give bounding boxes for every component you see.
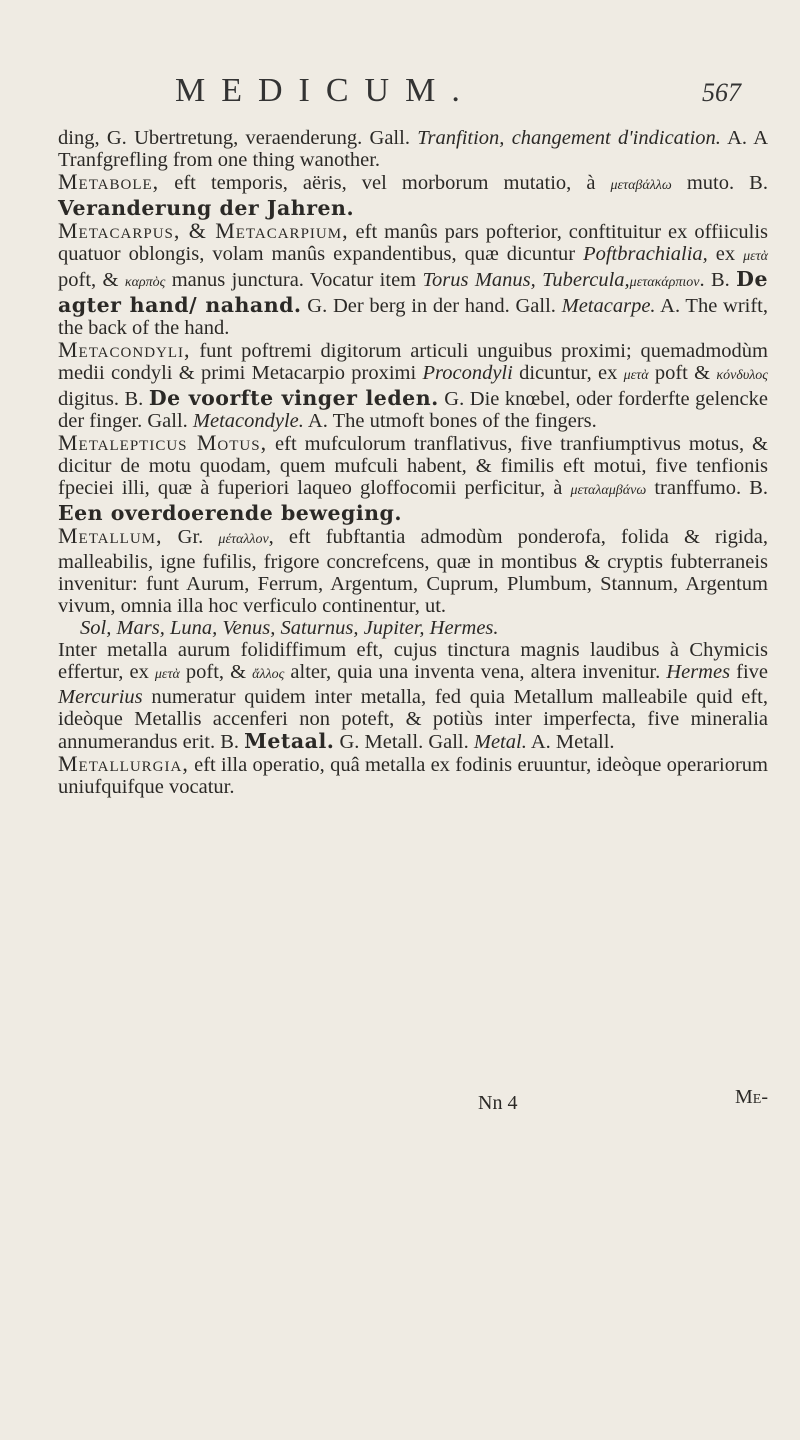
entry-metacondyli: Metacondyli, funt poftremi digitorum articuli unguibus proximi; quemadmodùm medii condyli & primi Metacarpio proximi Procondyli dicuntur, ex μετὰ poft & κόνδυλος digitus. B. De voorfte vinger leden. G. Die knœbel, oder forderfte gelencke der finger. Gall. Metacondyle. A. The utmoft bones of the fingers. (58, 337, 769, 432)
headword: Metabole, (58, 169, 160, 194)
verse-line: Sol, Mars, Luna, Venus, Saturnus, Jupiter, Hermes. (80, 617, 499, 639)
entry-metallum-continued: Inter metalla aurum folidiffimum eft, cujus tinctura magnis laudibus à Chymicis effertur, ex μετὰ poft, & ἄλλος alter, quia una inventa vena, altera invenitur. Hermes five Mercurius numeratur quidem inter metalla, fed quia Metallum malleabile quid eft, ideòque Metallis accenferi non poteft, & potiùs inter imperfecta, five mineralia annumerandus erit. B. Metaal. G. Metall. Gall. Metal. A. Metall. (58, 639, 769, 753)
entry-metalepticus: Metalepticus Motus, eft mufculorum tranflativus, five tranfiumptivus motus, & dicitur de motu quodam, quem mufculi habent, & fimilis eft motui, five tenfionis fpeciei illi, quæ à fuperiori laqueo gloffocomii perficitur, à μεταλαμβάνω tranffumo. B. Een overdoerende beweging. (58, 430, 768, 525)
headword: Metacarpus, & Metacarpium, (58, 218, 349, 243)
dictionary-text (58, 127, 768, 798)
page-header (0, 72, 800, 122)
entry-metabole: Metabole, eft temporis, aëris, vel morborum mutatio, à μεταβάλλω muto. B. Veranderung der Jahren. (58, 169, 768, 220)
signature-mark: Nn 4 (478, 1092, 518, 1114)
headword: Metacondyli, (58, 337, 191, 362)
entry-metallurgia: Metallurgia, eft illa operatio, quâ metalla ex fodinis eruuntur, ideòque operariorum uniufquifque vocatur. (58, 751, 768, 798)
entry-continuation: ding, G. Ubertretung, veraenderung. Gall. Tranfition, changement d'indication. A. A Tranfgrefling from one thing wanother. (58, 127, 768, 171)
headword: Metalepticus Motus, (58, 430, 268, 455)
entry-metacarpus: Metacarpus, & Metacarpium, eft manûs pars pofterior, conftituitur ex offiiculis quatuor oblongis, volam manûs expandentibus, quæ dicuntur Poftbrachialia, ex μετὰ poft, & καρπὸς manus junctura. Vocatur item Torus Manus, Tubercula,μετακάρπιον. B. De agter hand/ nahand. G. Der berg in der hand. Gall. Metacarpe. A. The wrift, the back of the hand. (58, 218, 768, 339)
headword: Metallurgia, (58, 751, 189, 776)
entry-metallum: Metallum, Gr. μέταλλον, eft fubftantia admodùm ponderofa, folida & rigida, malleabilis, igne fufilis, frigore concrefcens, quæ in montibus & cryptis fubterraneis invenitur: funt Aurum, Ferrum, Argentum, Cuprum, Plumbum, Stannum, Argentum vivum, omnia illa hoc verficulo continentur, ut. (58, 523, 768, 617)
catchword: Me- (735, 1086, 768, 1108)
running-head: MEDICUM. (175, 72, 476, 109)
page-number: 567 (702, 78, 741, 107)
headword: Metallum, (58, 523, 163, 548)
page-footer (58, 1086, 768, 1116)
